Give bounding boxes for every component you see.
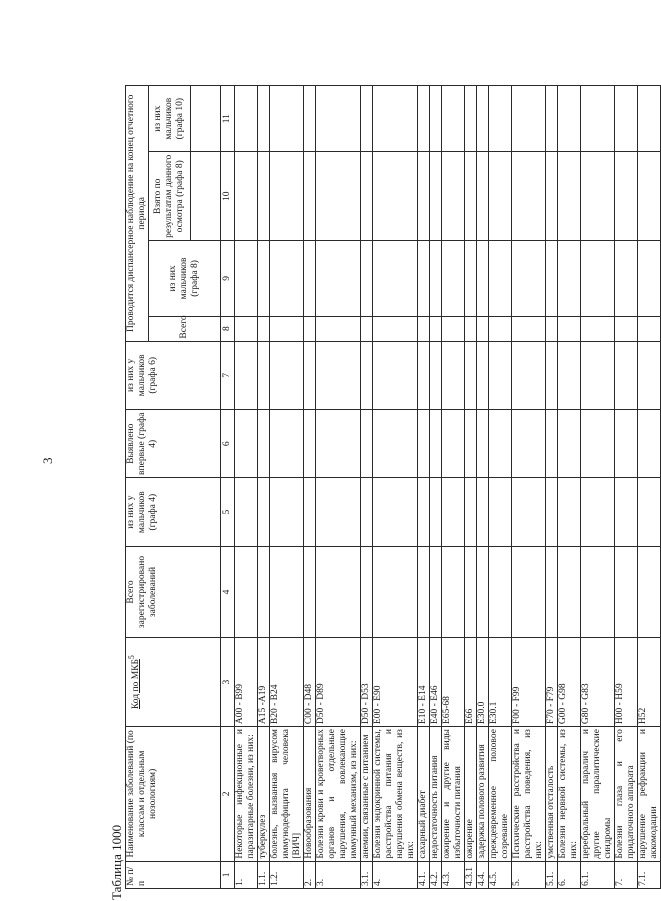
row-icd-code: G00 - G98 <box>558 638 581 727</box>
row-cell-col-5[interactable] <box>430 478 442 546</box>
row-disease-name: ожирение <box>465 727 477 862</box>
row-cell-col-11[interactable] <box>373 86 418 152</box>
row-cell-col-6[interactable] <box>304 410 316 478</box>
row-cell-col-10[interactable] <box>418 152 430 241</box>
row-cell-col-6[interactable] <box>512 410 546 478</box>
row-disease-name: Болезни нервной системы, из них: <box>558 727 581 862</box>
row-icd-code: E40 - E46 <box>430 638 442 727</box>
row-cell-col-10[interactable] <box>361 152 373 241</box>
row-number: 1.1. <box>258 861 270 888</box>
row-cell-col-9[interactable] <box>442 241 465 316</box>
row-cell-col-9[interactable] <box>418 241 430 316</box>
row-cell-col-10[interactable] <box>304 152 316 241</box>
row-cell-col-10[interactable] <box>615 152 638 241</box>
header-dispensary: Проводится диспансерное наблюдение на конец отчетного периода <box>126 86 149 342</box>
header-num: № п/п <box>126 861 221 888</box>
row-disease-name: Новообразования <box>304 727 316 862</box>
row-icd-code: F70 - F79 <box>546 638 558 727</box>
row-disease-name: Болезни глаза и его придаточного аппарата <box>615 727 638 862</box>
row-cell-col-6[interactable] <box>373 410 418 478</box>
row-number: 4.3. <box>442 861 465 888</box>
row-number: 5.1. <box>546 861 558 888</box>
table-row <box>361 86 373 889</box>
table-row <box>430 86 442 889</box>
row-icd-code: E30.0 <box>477 638 489 727</box>
row-cell-col-10[interactable] <box>546 152 558 241</box>
row-cell-col-7[interactable] <box>361 341 373 409</box>
row-cell-col-7[interactable] <box>373 341 418 409</box>
row-cell-col-7[interactable] <box>512 341 546 409</box>
row-cell-col-4[interactable] <box>638 546 661 637</box>
row-cell-col-7[interactable] <box>489 341 512 409</box>
row-cell-col-5[interactable] <box>512 478 546 546</box>
row-cell-col-8[interactable] <box>361 316 373 341</box>
header-total: Всего зарегистрировано заболеваний <box>126 546 221 637</box>
header-first: Выявлено впервые (графа 4) <box>126 410 221 478</box>
row-cell-col-9[interactable] <box>361 241 373 316</box>
row-cell-col-4[interactable] <box>546 546 558 637</box>
row-cell-col-11[interactable] <box>430 86 442 152</box>
row-cell-col-7[interactable] <box>258 341 270 409</box>
row-icd-code: D50 - D89 <box>316 638 361 727</box>
row-disease-name: болезнь, вызванная вирусом иммунодефицита человека [ВИЧ] <box>270 727 304 862</box>
header-disp-exam: Взято по результатам данного осмотра (графа 8) <box>149 152 191 241</box>
row-disease-name: сахарный диабет <box>418 727 430 862</box>
row-number: 6. <box>558 861 581 888</box>
row-disease-name: туберкулез <box>258 727 270 862</box>
row-cell-col-10[interactable] <box>270 152 304 241</box>
row-cell-col-7[interactable] <box>316 341 361 409</box>
row-icd-code: B20 - B24 <box>270 638 304 727</box>
row-disease-name: Некоторые инфекционные и паразитарные болезни, из них: <box>235 727 258 862</box>
row-cell-col-4[interactable] <box>489 546 512 637</box>
row-cell-col-7[interactable] <box>465 341 477 409</box>
row-icd-code: C00 - D48 <box>304 638 316 727</box>
row-number: 4. <box>373 861 418 888</box>
row-cell-col-11[interactable] <box>546 86 558 152</box>
row-cell-col-5[interactable] <box>477 478 489 546</box>
row-cell-col-11[interactable] <box>316 86 361 152</box>
row-cell-col-8[interactable] <box>546 316 558 341</box>
row-cell-col-8[interactable] <box>316 316 361 341</box>
row-cell-col-7[interactable] <box>581 341 615 409</box>
row-disease-name: задержка полового развития <box>477 727 489 862</box>
table-row <box>546 86 558 889</box>
col-number-3: 3 <box>221 638 235 727</box>
row-cell-col-9[interactable] <box>465 241 477 316</box>
table-row <box>512 86 546 889</box>
row-icd-code: E00 - E90 <box>373 638 418 727</box>
row-cell-col-4[interactable] <box>581 546 615 637</box>
row-cell-col-5[interactable] <box>615 478 638 546</box>
header-disp-boys: из них мальчиков (графа 8) <box>149 241 221 316</box>
row-cell-col-6[interactable] <box>489 410 512 478</box>
row-cell-col-5[interactable] <box>361 478 373 546</box>
row-cell-col-8[interactable] <box>465 316 477 341</box>
row-cell-col-5[interactable] <box>558 478 581 546</box>
header-code-footnote: 5 <box>127 655 136 660</box>
row-cell-col-8[interactable] <box>638 316 661 341</box>
table-row <box>316 86 361 889</box>
col-number-7: 7 <box>221 341 235 409</box>
row-cell-col-9[interactable] <box>316 241 361 316</box>
row-cell-col-5[interactable] <box>304 478 316 546</box>
row-cell-col-11[interactable] <box>489 86 512 152</box>
row-cell-col-10[interactable] <box>235 152 258 241</box>
row-disease-name: недостаточность питания <box>430 727 442 862</box>
row-cell-col-9[interactable] <box>615 241 638 316</box>
row-cell-col-5[interactable] <box>638 478 661 546</box>
row-cell-col-4[interactable] <box>418 546 430 637</box>
row-cell-col-7[interactable] <box>430 341 442 409</box>
row-cell-col-9[interactable] <box>373 241 418 316</box>
row-cell-col-5[interactable] <box>581 478 615 546</box>
row-cell-col-8[interactable] <box>304 316 316 341</box>
row-icd-code: A00 - B99 <box>235 638 258 727</box>
row-cell-col-8[interactable] <box>558 316 581 341</box>
row-cell-col-6[interactable] <box>361 410 373 478</box>
row-cell-col-5[interactable] <box>546 478 558 546</box>
row-cell-col-6[interactable] <box>258 410 270 478</box>
row-cell-col-5[interactable] <box>489 478 512 546</box>
row-cell-col-6[interactable] <box>465 410 477 478</box>
row-cell-col-8[interactable] <box>442 316 465 341</box>
row-icd-code: A15 -A19 <box>258 638 270 727</box>
table-row <box>418 86 430 889</box>
row-cell-col-6[interactable] <box>638 410 661 478</box>
row-cell-col-4[interactable] <box>304 546 316 637</box>
row-number: 4.1. <box>418 861 430 888</box>
row-cell-col-8[interactable] <box>258 316 270 341</box>
header-code-label: Код по МКБ <box>131 659 142 710</box>
row-cell-col-9[interactable] <box>638 241 661 316</box>
row-cell-col-11[interactable] <box>442 86 465 152</box>
row-number: 4.3.1 <box>465 861 477 888</box>
row-cell-col-5[interactable] <box>258 478 270 546</box>
row-cell-col-10[interactable] <box>512 152 546 241</box>
row-number: 4.4. <box>477 861 489 888</box>
row-cell-col-4[interactable] <box>558 546 581 637</box>
header-disp-exam-boys: из них мальчиков (графа 10) <box>149 86 191 152</box>
row-cell-col-6[interactable] <box>430 410 442 478</box>
row-cell-col-10[interactable] <box>442 152 465 241</box>
row-number: 4.5. <box>489 861 512 888</box>
row-cell-col-9[interactable] <box>430 241 442 316</box>
row-disease-name: ожирение и другие виды избыточности питания <box>442 727 465 862</box>
col-number-8: 8 <box>221 316 235 341</box>
table-title: Таблица 1000 <box>109 824 124 900</box>
col-number-4: 4 <box>221 546 235 637</box>
row-cell-col-11[interactable] <box>477 86 489 152</box>
row-cell-col-10[interactable] <box>477 152 489 241</box>
row-cell-col-8[interactable] <box>512 316 546 341</box>
row-cell-col-9[interactable] <box>258 241 270 316</box>
row-icd-code: E66 <box>465 638 477 727</box>
row-cell-col-11[interactable] <box>258 86 270 152</box>
row-icd-code: D50 - D53 <box>361 638 373 727</box>
row-number: 1. <box>235 861 258 888</box>
row-cell-col-8[interactable] <box>615 316 638 341</box>
row-cell-col-9[interactable] <box>477 241 489 316</box>
row-cell-col-11[interactable] <box>235 86 258 152</box>
row-cell-col-9[interactable] <box>546 241 558 316</box>
row-disease-name: церебральный паралич и другие паралитические синдромы <box>581 727 615 862</box>
row-cell-col-7[interactable] <box>546 341 558 409</box>
row-cell-col-6[interactable] <box>581 410 615 478</box>
row-cell-col-11[interactable] <box>581 86 615 152</box>
row-disease-name: Болезни эндокринной системы, расстройства питания и нарушения обмена веществ, из них: <box>373 727 418 862</box>
row-cell-col-10[interactable] <box>489 152 512 241</box>
row-cell-col-4[interactable] <box>373 546 418 637</box>
row-cell-col-6[interactable] <box>615 410 638 478</box>
header-disp-exam-blank <box>191 152 221 241</box>
row-cell-col-7[interactable] <box>304 341 316 409</box>
row-cell-col-4[interactable] <box>235 546 258 637</box>
row-cell-col-5[interactable] <box>270 478 304 546</box>
row-cell-col-11[interactable] <box>615 86 638 152</box>
row-cell-col-9[interactable] <box>581 241 615 316</box>
row-cell-col-7[interactable] <box>558 341 581 409</box>
row-cell-col-10[interactable] <box>581 152 615 241</box>
row-cell-col-8[interactable] <box>270 316 304 341</box>
row-cell-col-10[interactable] <box>465 152 477 241</box>
row-cell-col-11[interactable] <box>465 86 477 152</box>
col-number-1: 1 <box>221 861 235 888</box>
row-cell-col-8[interactable] <box>430 316 442 341</box>
row-cell-col-4[interactable] <box>615 546 638 637</box>
row-number: 7. <box>615 861 638 888</box>
row-cell-col-11[interactable] <box>638 86 661 152</box>
header-total-boys: из них у мальчиков (графа 4) <box>126 478 221 546</box>
row-cell-col-9[interactable] <box>304 241 316 316</box>
row-cell-col-7[interactable] <box>638 341 661 409</box>
table-row <box>442 86 465 889</box>
col-number-10: 10 <box>221 152 235 241</box>
row-cell-col-9[interactable] <box>270 241 304 316</box>
row-cell-col-10[interactable] <box>430 152 442 241</box>
table-row <box>235 86 258 889</box>
row-cell-col-10[interactable] <box>373 152 418 241</box>
row-cell-col-9[interactable] <box>235 241 258 316</box>
row-cell-col-7[interactable] <box>235 341 258 409</box>
row-cell-col-7[interactable] <box>615 341 638 409</box>
row-cell-col-5[interactable] <box>235 478 258 546</box>
row-cell-col-10[interactable] <box>258 152 270 241</box>
col-number-6: 6 <box>221 410 235 478</box>
table-row <box>304 86 316 889</box>
table-row <box>477 86 489 889</box>
row-cell-col-11[interactable] <box>558 86 581 152</box>
row-cell-col-7[interactable] <box>477 341 489 409</box>
row-cell-col-10[interactable] <box>638 152 661 241</box>
col-number-11: 11 <box>221 86 235 152</box>
row-disease-name: преждевременное половое созревание <box>489 727 512 862</box>
row-cell-col-6[interactable] <box>235 410 258 478</box>
row-cell-col-8[interactable] <box>581 316 615 341</box>
row-cell-col-6[interactable] <box>442 410 465 478</box>
row-cell-col-4[interactable] <box>316 546 361 637</box>
table-row <box>558 86 581 889</box>
row-disease-name: Болезни крови и кроветворных органов и отдельные нарушения, вовлекающие иммунный механизм, из них: <box>316 727 361 862</box>
row-cell-col-8[interactable] <box>235 316 258 341</box>
row-cell-col-10[interactable] <box>558 152 581 241</box>
row-cell-col-8[interactable] <box>489 316 512 341</box>
table-row <box>581 86 615 889</box>
row-disease-name: Психические расстройства и расстройства поведения, из них: <box>512 727 546 862</box>
row-cell-col-4[interactable] <box>465 546 477 637</box>
row-disease-name: анемии, связанные с питанием <box>361 727 373 862</box>
row-number: 7.1. <box>638 861 661 888</box>
row-cell-col-11[interactable] <box>270 86 304 152</box>
row-cell-col-6[interactable] <box>558 410 581 478</box>
page-number: 3 <box>40 457 55 464</box>
col-number-5: 5 <box>221 478 235 546</box>
table-row <box>489 86 512 889</box>
table-row <box>270 86 304 889</box>
row-cell-col-8[interactable] <box>477 316 489 341</box>
row-disease-name: нарушение рефракции и аккомодации <box>638 727 661 862</box>
row-cell-col-5[interactable] <box>465 478 477 546</box>
row-icd-code: E65-68 <box>442 638 465 727</box>
row-cell-col-4[interactable] <box>512 546 546 637</box>
table-row <box>638 86 661 889</box>
row-number: 5. <box>512 861 546 888</box>
row-icd-code: F00 - F99 <box>512 638 546 727</box>
row-cell-col-7[interactable] <box>418 341 430 409</box>
row-icd-code: H00 - H59 <box>615 638 638 727</box>
row-number: 2. <box>304 861 316 888</box>
row-disease-name: умственная отсталость <box>546 727 558 862</box>
row-icd-code: G80 - G83 <box>581 638 615 727</box>
header-code <box>126 638 221 727</box>
row-cell-col-6[interactable] <box>316 410 361 478</box>
row-cell-col-8[interactable] <box>373 316 418 341</box>
row-cell-col-11[interactable] <box>512 86 546 152</box>
row-number: 6.1. <box>581 861 615 888</box>
row-cell-col-9[interactable] <box>489 241 512 316</box>
table-row <box>258 86 270 889</box>
table-row <box>615 86 638 889</box>
row-cell-col-4[interactable] <box>258 546 270 637</box>
col-number-9: 9 <box>221 241 235 316</box>
row-cell-col-11[interactable] <box>361 86 373 152</box>
statistics-table <box>125 85 661 889</box>
row-icd-code: H52 <box>638 638 661 727</box>
row-cell-col-4[interactable] <box>477 546 489 637</box>
row-cell-col-9[interactable] <box>512 241 546 316</box>
row-cell-col-7[interactable] <box>270 341 304 409</box>
row-cell-col-6[interactable] <box>270 410 304 478</box>
row-cell-col-9[interactable] <box>558 241 581 316</box>
row-icd-code: E30.1 <box>489 638 512 727</box>
header-disp-exam-boys-blank <box>191 86 221 152</box>
row-cell-col-6[interactable] <box>546 410 558 478</box>
row-cell-col-7[interactable] <box>442 341 465 409</box>
header-disp-total: Всего <box>149 316 221 341</box>
row-cell-col-6[interactable] <box>477 410 489 478</box>
row-number: 3.1. <box>361 861 373 888</box>
row-number: 4.2. <box>430 861 442 888</box>
row-cell-col-4[interactable] <box>430 546 442 637</box>
row-number: 3. <box>316 861 361 888</box>
row-cell-col-6[interactable] <box>418 410 430 478</box>
row-cell-col-5[interactable] <box>316 478 361 546</box>
row-cell-col-5[interactable] <box>442 478 465 546</box>
row-cell-col-5[interactable] <box>373 478 418 546</box>
row-cell-col-10[interactable] <box>316 152 361 241</box>
table-row <box>373 86 418 889</box>
row-cell-col-5[interactable] <box>418 478 430 546</box>
row-icd-code: E10 - E14 <box>418 638 430 727</box>
row-cell-col-4[interactable] <box>270 546 304 637</box>
table-row <box>465 86 477 889</box>
col-number-2: 2 <box>221 727 235 862</box>
row-cell-col-11[interactable] <box>304 86 316 152</box>
header-name: Наименование заболеваний (по классам и отдельным нозологиям) <box>126 727 221 862</box>
header-first-boys: из них у мальчиков (графа 6) <box>126 341 221 409</box>
row-cell-col-11[interactable] <box>418 86 430 152</box>
row-cell-col-4[interactable] <box>361 546 373 637</box>
row-cell-col-8[interactable] <box>418 316 430 341</box>
row-number: 1.2. <box>270 861 304 888</box>
row-cell-col-4[interactable] <box>442 546 465 637</box>
